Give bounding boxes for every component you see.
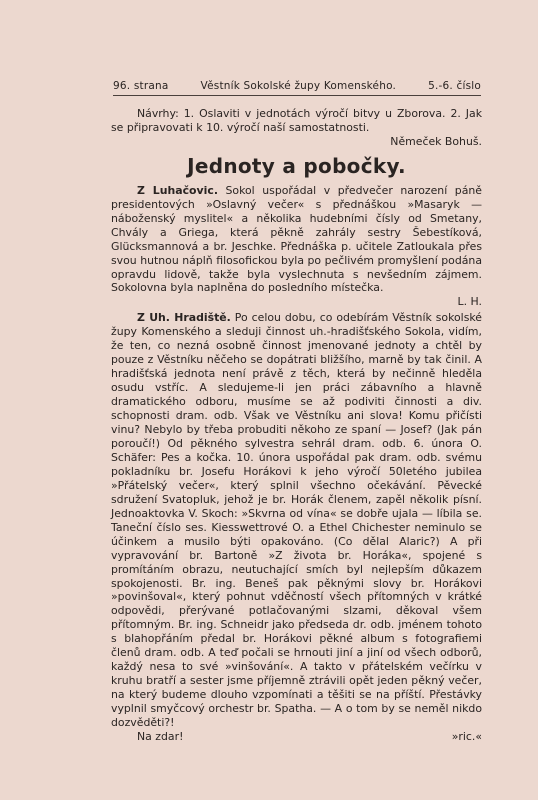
luhacovice-paragraph [111,184,482,296]
journal-title: Věstník Sokolské župy Komenského. [200,80,397,92]
running-header [113,80,481,96]
luhacovice-text: Sokol uspořádal v předvečer narození páně presidentových »Oslavný večer« s přednáškou »Masaryk — náboženský myslitel« a několika hudebními čísly od Smetany, Chvály a Griega, která pěkně zahrály sestry Šebestíková, Glücksmannová a br. Jeschke. Přednáška p. učitele Zatloukala přes svou hutnou náplň filosofickou byla po pečlivém promyšlení podána opravdu lidově, takže byla vyslechnuta s nevšedním zájmem. Sokolovna byla naplněna do posledního místečka. [111,183,482,295]
article-body [111,107,482,744]
hradiste-text: Po celou dobu, co odebírám Věstník sokolské župy Komenského a sleduji činnost uh.-hradišťského Sokola, vidím, že ten, co nezná osobně činnost jmenované jednoty a chtěl by pouze z Věstníku něčeho se dopátrati bližšího, marně by tak činil. A hradišťská jednota není právě z těch, která by nečinně hleděla osudu vstříc. A sledujeme-li jen práci zábavního a hlavně dramatického odboru, musíme se až podiviti činnosti a div. schopnosti dram. odb. Však ve Věstníku ani slova! Komu přičísti vinu? Nebylo by třeba probuditi někoho ze spaní — Josef? (Jak pán poroučí!) Od pěkného sylvestra sehrál dram. odb. 6. února O. Schäfer: Pes a kočka. 10. února uspořádal pak dram. odb. svému pokladníku br. Josefu Horákovi k jeho výročí 50letého jubilea »Přátelský večer«, který splnil všechno očekávání. Pěvecké sdružení Svatopluk, jehož je br. Horák členem, zapěl několik písní. Jednoaktovka V. Skoch: »Skvrna od vína« se dobře ujala — líbila se. Taneční číslo ses. Kiesswettrové O. a Ethel Chichester neminulo se účinkem a musilo býti opakováno. (Co dělal Alaric?) A při vypravování br. Bartoně »Z života br. Horáka«, spojené s promítáním obrazu, neutuchající smích byl nejlepším důkazem spokojenosti. Br. ing. Beneš pak pěknými slovy br. Horákovi »povinšoval«, který pohnut vděčností všech přítomných v krátké odpovědi, přerývané potlačovanými slzami, děkoval všem přítomným. Br. ing. Schneidr jako předseda dr. odb. jménem tohoto s blahopřáním předal br. Horákovi pěkné album s fotografiemi členů dram. odb. A teď počali se hrnouti jiní a jiní od všech odborů, každý nesa to své »vinšování«. A takto v přátelském večírku v kruhu bratří a sester jsme příjemně ztrávili opět jeden pěkný večer, na který budeme dlouho vzpomínati a těšiti se na příští. Přestávky vyplnil smyčcový orchestr br. Spatha. — A o tom by se neměl nikdo dozvěděti?! [111,311,482,730]
page-number: 96. strana [113,80,169,92]
hradiste-paragraph [111,311,482,730]
section-title: Jednoty a pobočky. [187,153,406,178]
proposals-paragraph: Návrhy: 1. Oslaviti v jednotách výročí bitvy u Zborova. 2. Jak se připravovati k 10. výročí naší samostatnosti. [111,107,482,134]
hradiste-closing-row [111,730,482,744]
hradiste-lead: Z Uh. Hradiště. [137,311,231,325]
issue-number: 5.-6. číslo [428,80,481,92]
luhacovice-lead: Z Luhačovic. [137,183,218,197]
hradiste-signature: »ric.« [451,729,482,743]
proposals-signature: Němeček Bohuš. [390,134,482,148]
luhacovice-signature: L. H. [457,295,482,309]
closing-salute: Na zdar! [137,729,184,743]
